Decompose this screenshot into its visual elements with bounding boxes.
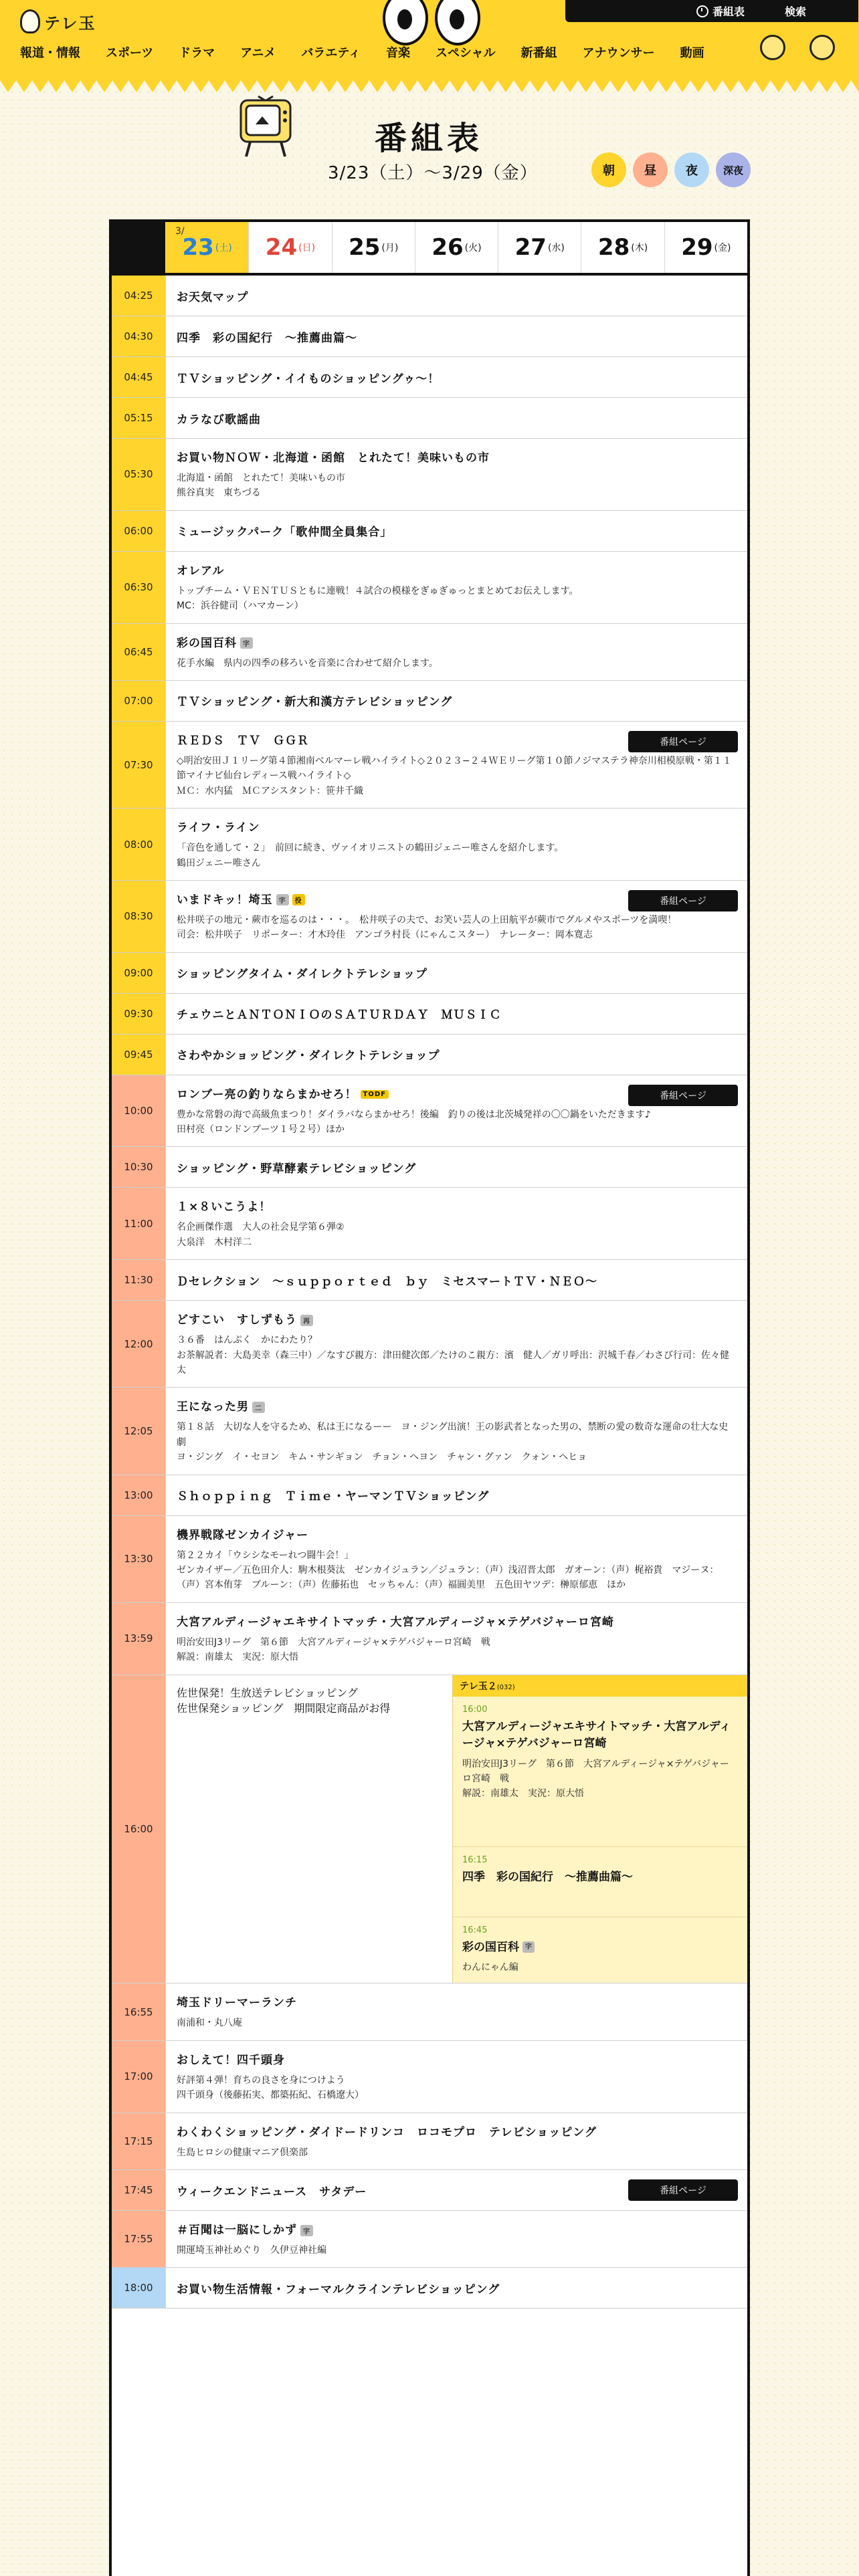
program-rows <box>112 276 747 2309</box>
program-title-text: ＴＶショッピング・新大和漢方テレビショッピング <box>177 695 453 710</box>
description-line: 四千頭身（後藤拓実、都築拓紀、石橋遼大） <box>177 2090 364 2101</box>
program-row <box>112 1035 747 1075</box>
program-row <box>112 1603 747 1675</box>
program-row <box>112 2113 747 2170</box>
program-title[interactable] <box>177 410 737 427</box>
mascot-link-icon[interactable] <box>760 35 785 60</box>
program-time: 05:15 <box>112 398 166 438</box>
description-line: わんにゃん編 <box>462 1962 518 1973</box>
program-cell[interactable] <box>166 2041 747 2113</box>
description-line: 第１８話 大切な人を守るため、私は王になるーー ヨ・ジング出演！王の影武者となった男の、禁断の愛の数奇な運命の壮大な史劇 <box>177 1422 729 1448</box>
subchannel-name: テレ玉２ <box>460 1681 497 1692</box>
program-description <box>177 2145 737 2160</box>
program-description <box>177 656 737 671</box>
nav-item-8[interactable]: アナウンサー <box>582 46 655 60</box>
description-line: 豊かな常磐の海で高級魚まつり！ダイラバならまかせろ！後編 釣りの後は北茨城発祥の〇〇鍋をいただきます♪ <box>177 1109 651 1120</box>
day-header-corner <box>112 222 165 273</box>
schedule-table <box>109 219 750 2576</box>
program-description <box>177 1220 737 1250</box>
description-line: 熊谷真実 東ちづる <box>177 488 261 499</box>
program-row <box>112 881 747 953</box>
program-time: 07:00 <box>112 681 166 721</box>
program-row <box>112 1075 747 1148</box>
program-row <box>112 2170 747 2211</box>
nav-item-1[interactable]: スポーツ <box>106 46 154 60</box>
program-title[interactable] <box>177 692 737 709</box>
description-line: 鶴田ジェニー唯さん <box>177 857 261 869</box>
program-time: 04:45 <box>112 357 166 397</box>
program-description <box>177 1548 737 1593</box>
program-time: 09:30 <box>112 994 166 1034</box>
program-cell[interactable] <box>166 2113 747 2169</box>
program-description <box>177 754 737 798</box>
program-badge: 字 <box>276 894 289 905</box>
program-cell[interactable] <box>166 276 747 316</box>
program-row <box>112 1188 747 1260</box>
program-time: 05:30 <box>112 439 166 510</box>
program-time: 08:30 <box>112 881 166 952</box>
program-time: 06:30 <box>112 552 166 623</box>
day-tab-27[interactable] <box>498 222 581 273</box>
program-row <box>112 1475 747 1516</box>
program-description <box>177 584 737 614</box>
program-title[interactable] <box>177 818 737 835</box>
period-button-2[interactable]: 夜 <box>674 152 709 187</box>
program-badge: 二 <box>252 1402 265 1413</box>
program-title-text: さわやかショッピング・ダイレクトテレショップ <box>177 1049 440 1063</box>
program-title-text: お買い物ＮＯＷ・北海道・函館 とれたて！美味いもの市 <box>177 451 490 465</box>
program-title-text: お天気マップ <box>177 290 249 304</box>
subchannel-program-time: 16:45 <box>462 1925 488 1935</box>
description-line: 南浦和・丸八庵 <box>177 2018 242 2029</box>
program-time: 11:00 <box>112 1188 166 1259</box>
program-cell[interactable] <box>166 994 747 1034</box>
subchannel-program[interactable] <box>453 1917 747 1983</box>
program-time: 06:00 <box>112 511 166 551</box>
subchannel-program-time: 16:00 <box>462 1704 488 1715</box>
program-time: 09:45 <box>112 1035 166 1075</box>
description-line: 解説：南雄太 実況：原大悟 <box>177 1652 298 1663</box>
program-title-text: 王になった男 <box>177 1400 249 1414</box>
program-row <box>112 722 747 809</box>
description-line: 田村亮（ロンドンブーツ１号２号）ほか <box>177 1124 345 1136</box>
description-line: 司会：松井咲子 リポーター：才木玲佳 アンゴラ村長（にゃんこスター） ナレーター：岡本寛志 <box>177 930 593 941</box>
program-title-text: チェウニとＡＮＴＯＮＩＯのＳＡＴＵＲＤＡＹ ＭＵＳＩＣ <box>177 1008 502 1023</box>
program-time: 13:30 <box>112 1516 166 1602</box>
day-number: 29 <box>681 234 713 261</box>
program-cell[interactable] <box>166 511 747 551</box>
program-cell[interactable] <box>166 1675 452 1983</box>
program-title[interactable] <box>177 1397 737 1414</box>
program-time: 17:15 <box>112 2113 166 2169</box>
schedule-link[interactable]: 番組表 <box>696 3 745 19</box>
logo-mascot-icon <box>20 9 40 33</box>
program-row <box>112 681 747 722</box>
program-title[interactable] <box>177 369 737 386</box>
nav-item-7[interactable]: 新番組 <box>520 46 557 60</box>
program-title-text: 埼玉ドリーマーランチ <box>177 1996 297 2010</box>
period-button-3[interactable]: 深夜 <box>716 152 751 187</box>
title-area <box>0 80 859 201</box>
site-logo[interactable] <box>20 9 96 33</box>
program-time: 18:00 <box>112 2268 166 2308</box>
program-cell[interactable] <box>166 357 747 397</box>
program-time: 11:30 <box>112 1260 166 1300</box>
program-time: 17:45 <box>112 2170 166 2210</box>
clock-icon <box>696 5 708 17</box>
program-title[interactable] <box>177 1310 737 1327</box>
program-row <box>112 1983 747 2040</box>
description-line: MC：浜谷健司（ハマカーン） <box>177 601 304 612</box>
program-cell[interactable] <box>166 398 747 438</box>
program-title-text: Ｄセレクション 〜ｓｕｐｐｏｒｔｅｄ ｂｙ ミセスマートＴＶ・ＮＥＯ〜 <box>177 1275 597 1289</box>
program-time: 12:05 <box>112 1388 166 1474</box>
program-cell[interactable] <box>166 1301 747 1387</box>
subchannel-program-description <box>462 1757 738 1802</box>
program-page-button[interactable]: 番組ページ <box>628 2179 738 2201</box>
program-title[interactable] <box>177 561 737 578</box>
subchannel-program[interactable] <box>453 1697 747 1847</box>
program-description <box>177 913 737 943</box>
subchannel-program-title-text: 四季 彩の国紀行 〜推薦曲篇〜 <box>462 1870 633 1884</box>
program-row <box>112 398 747 439</box>
program-title-text: ライフ・ライン <box>177 821 260 835</box>
program-title[interactable] <box>177 1272 737 1289</box>
program-title[interactable] <box>177 2123 737 2139</box>
day-tab-25[interactable] <box>332 222 415 273</box>
program-title[interactable] <box>177 1046 737 1063</box>
program-title-text: ショッピング・野草酵素テレビショッピング <box>177 1162 417 1176</box>
tv-icon <box>238 95 293 159</box>
program-cell[interactable] <box>166 2268 747 2308</box>
subchannel-program-title[interactable] <box>462 1719 738 1753</box>
nav-item-4[interactable]: バラエティ <box>301 46 361 60</box>
description-line: ヨ・ジング イ・セヨン キム・サンギョン チョン・ヘヨン チャン・グァン クォン・ヘヒョ <box>177 1452 587 1463</box>
program-title[interactable] <box>177 964 737 981</box>
program-row <box>112 552 747 624</box>
program-cell[interactable] <box>166 2170 747 2210</box>
program-row <box>112 316 747 357</box>
program-time: 16:55 <box>112 1983 166 2040</box>
period-buttons <box>591 152 751 187</box>
program-title[interactable] <box>177 448 737 465</box>
day-weekday: (木) <box>631 243 648 253</box>
program-row <box>112 1260 747 1301</box>
subchannel-program[interactable] <box>453 1847 747 1917</box>
program-cell[interactable] <box>166 1260 747 1300</box>
description-line: 好評第４弾！育ちの良さを身につけよう <box>177 2074 345 2086</box>
program-cell[interactable] <box>166 2211 747 2267</box>
program-row <box>112 2268 747 2309</box>
search-link[interactable]: 検索 <box>784 5 806 18</box>
program-title[interactable] <box>177 633 737 650</box>
program-title-text: どすこい すしずもう <box>177 1313 297 1327</box>
program-title[interactable] <box>177 1197 737 1214</box>
program-time: 13:59 <box>112 1603 166 1675</box>
description-line: 生島ヒロシの健康マニア倶楽部 <box>177 2147 308 2158</box>
program-row <box>112 809 747 881</box>
day-number: 28 <box>597 234 630 261</box>
program-title-text: ショッピングタイム・ダイレクトテレショップ <box>177 968 427 982</box>
main-nav <box>20 43 730 61</box>
program-cell[interactable] <box>166 1147 747 1187</box>
program-title-text: おしえて！四千頭身 <box>177 2053 285 2067</box>
program-title[interactable] <box>177 1612 737 1629</box>
day-weekday: (日) <box>298 243 316 253</box>
program-page-button[interactable]: 番組ページ <box>628 731 738 752</box>
program-title[interactable]: 佐世保発！生放送テレビショッピング <box>177 1686 359 1699</box>
description-line: ＭＣ：水内猛 ＭＣアシスタント：笹井千織 <box>177 785 364 796</box>
description-line: 開運埼玉神社めぐり 久伊豆神社編 <box>177 2245 326 2256</box>
program-title-text: ＃百聞は一脳にしかず <box>177 2224 297 2237</box>
description-line: 第２２カイ「ウシシなモーれつ闘牛会！」 <box>177 1549 354 1561</box>
program-title[interactable] <box>177 1159 737 1176</box>
program-title[interactable] <box>177 288 737 304</box>
mascot-link-icon-2[interactable] <box>809 35 835 60</box>
subchannel-panel <box>452 1675 747 1983</box>
program-description <box>177 1635 737 1665</box>
nav-item-9[interactable]: 動画 <box>680 46 704 60</box>
program-cell[interactable] <box>166 722 747 808</box>
program-description <box>177 1333 737 1378</box>
day-tab-28[interactable] <box>581 222 664 273</box>
program-cell[interactable] <box>166 1475 747 1515</box>
program-title-text: ミュージックパーク「歌仲間全員集合」 <box>177 526 393 540</box>
program-title[interactable] <box>177 2220 737 2237</box>
period-button-1[interactable]: 昼 <box>633 152 668 187</box>
site-header <box>0 0 859 80</box>
description-line: 明治安田J3リーグ 第６節 大宮アルディージャ×テゲバジャーロ宮崎 戦 <box>177 1636 490 1648</box>
program-title-text: Ｓｈｏｐｐｉｎｇ Ｔｉｍｅ・ヤーマンＴＶショッピング <box>177 1490 490 1504</box>
program-time: 08:00 <box>112 809 166 880</box>
period-button-0[interactable]: 朝 <box>591 152 626 187</box>
program-badge: TODF <box>361 1090 389 1099</box>
program-cell[interactable] <box>166 316 747 356</box>
top-bar <box>565 0 858 22</box>
program-title-text: ＲＥＤＳ ＴＶ ＧＧＲ <box>177 734 309 748</box>
program-description <box>177 1420 737 1465</box>
program-time: 12:00 <box>112 1301 166 1387</box>
program-title-text: １×８いこうよ！ <box>177 1200 272 1214</box>
subchannel-program-description <box>462 1960 738 1975</box>
program-description <box>177 2016 737 2030</box>
subchannel-program-title[interactable] <box>462 1939 738 1957</box>
program-title-text: 彩の国百科 <box>177 636 237 650</box>
program-row <box>112 1301 747 1388</box>
program-time: 07:30 <box>112 722 166 808</box>
description-line: 花手水編 県内の四季の移ろいを音楽に合わせて紹介します。 <box>177 657 438 669</box>
program-row <box>112 1388 747 1475</box>
program-cell[interactable] <box>166 1035 747 1075</box>
subchannel-header <box>453 1675 747 1697</box>
split-cell <box>166 1675 747 1983</box>
program-cell[interactable] <box>166 881 747 952</box>
program-time: 04:25 <box>112 276 166 316</box>
mascot-eyes <box>383 0 480 45</box>
description-line: 明治安田J3リーグ 第６節 大宮アルディージャ×テゲバジャーロ宮崎 戦 <box>462 1758 729 1784</box>
day-weekday: (月) <box>381 243 399 253</box>
program-title-text: 四季 彩の国紀行 〜推薦曲篇〜 <box>177 331 357 345</box>
day-number: 24 <box>265 234 298 261</box>
program-title-text: お買い物生活情報・フォーマルクラインテレビショッピング <box>177 2282 500 2296</box>
program-title-text: わくわくショッピング・ダイドードリンコ ロコモプロ テレビショッピング <box>177 2125 597 2139</box>
day-weekday: (土) <box>215 243 232 253</box>
program-cell[interactable] <box>166 624 747 680</box>
program-title[interactable] <box>177 328 737 345</box>
day-month: 3/ <box>175 226 185 237</box>
program-cell[interactable] <box>166 809 747 880</box>
program-page-button[interactable]: 番組ページ <box>628 1085 738 1106</box>
program-row <box>112 439 747 511</box>
description-line: ３６番 はんぷく かにわたり？ <box>177 1335 317 1346</box>
program-time: 17:55 <box>112 2211 166 2267</box>
day-number: 23 <box>182 234 214 261</box>
date-range: 3/23（土）〜3/29（金） <box>328 163 538 183</box>
program-time: 10:00 <box>112 1075 166 1147</box>
program-row-split <box>112 1675 747 1984</box>
day-weekday: (金) <box>714 243 731 253</box>
program-cell[interactable] <box>166 953 747 993</box>
description-line: ゼンカイザー／五色田介人：駒木根葵汰 ゼンカイジュラン／ジュラン：（声）浅沼晋太郎 ガオーン：（声）梶裕貴 マジーヌ：（声）宮本侑芽 ブルーン：（声）佐藤拓也 セッちゃん：（声）福圓美里 五色田ヤツデ：榊原郁恵 ほか <box>177 1564 719 1591</box>
day-number: 25 <box>349 234 381 261</box>
program-badge: 字 <box>300 2225 313 2236</box>
program-cell[interactable] <box>166 439 747 510</box>
description-line: 大泉洋 木村洋二 <box>177 1237 252 1248</box>
day-tab-26[interactable] <box>415 222 498 273</box>
day-tab-23[interactable] <box>165 222 248 273</box>
program-description: 佐世保発ショッピング 期間限定商品がお得 <box>177 1701 391 1715</box>
program-title[interactable] <box>177 2280 737 2296</box>
program-time: 10:30 <box>112 1147 166 1187</box>
subchannel-program-title-text: 彩の国百科 <box>462 1940 519 1954</box>
program-cell[interactable] <box>166 1388 747 1474</box>
program-page-button[interactable]: 番組ページ <box>628 890 738 911</box>
nav-item-6[interactable]: スペシャル <box>435 46 496 60</box>
program-row <box>112 276 747 316</box>
subchannel-code: (032) <box>496 1683 515 1691</box>
description-line: お茶解説者：大島美幸（森三中）／なすび親方：津田健次郎／たけのこ親方：濱 健人／ガリ呼出：沢城千春／わさび行司：佐々健太 <box>177 1350 729 1376</box>
program-title-text: 大宮アルディージャエキサイトマッチ・大宮アルディージャ×テゲバジャーロ宮崎 <box>177 1615 614 1629</box>
program-cell[interactable] <box>166 681 747 721</box>
program-title[interactable] <box>177 522 737 539</box>
nav-item-2[interactable]: ドラマ <box>179 46 215 60</box>
day-tab-29[interactable] <box>664 222 747 273</box>
program-time: 09:00 <box>112 953 166 993</box>
program-cell[interactable] <box>166 552 747 623</box>
program-row <box>112 953 747 994</box>
program-description <box>177 841 737 871</box>
subchannel-program-title[interactable] <box>462 1869 738 1887</box>
program-row <box>112 511 747 552</box>
program-title-text: オレアル <box>177 564 225 578</box>
program-time: 16:00 <box>112 1675 166 1983</box>
logo-text: テレ玉 <box>44 13 96 33</box>
program-badge: 字 <box>240 637 253 649</box>
description-line: ◇明治安田Ｊ１リーグ第４節湘南ベルマーレ戦ハイライト◇２０２３−２４ＷＥリーグ第１０節ノジマステラ神奈川相模原戦・第１１節マイナビ仙台レディース戦ハイライト◇ <box>177 755 732 782</box>
description-line: 北海道・函館 とれたて！美味いもの市 <box>177 473 345 484</box>
description-line: 「音色を通して・２」 前回に続き、ヴァイオリニストの鶴田ジェニー唯さんを紹介します。 <box>177 843 564 854</box>
program-cell[interactable] <box>166 1516 747 1602</box>
day-weekday: (水) <box>547 243 565 253</box>
program-time: 06:45 <box>112 624 166 680</box>
program-title-text: いまドキッ！埼玉 <box>177 893 273 907</box>
program-title[interactable] <box>177 1487 737 1503</box>
program-cell[interactable] <box>166 1188 747 1259</box>
subchannel-program-title-text: 大宮アルディージャエキサイトマッチ・大宮アルディージャ×テゲバジャーロ宮崎 <box>462 1719 731 1751</box>
program-title-text: ロンブー亮の釣りならまかせろ！ <box>177 1087 357 1101</box>
program-time: 04:30 <box>112 316 166 356</box>
day-number: 26 <box>432 234 464 261</box>
program-description <box>177 2243 737 2258</box>
description-line: 松井咲子の地元・蕨市を巡るのは・・・。 松井咲子の夫で、お笑い芸人の上田航平が蕨市でグルメやスポーツを満喫！ <box>177 914 677 926</box>
program-row <box>112 2041 747 2113</box>
day-tab-24[interactable] <box>248 222 331 273</box>
program-title-text: ウィークエンドニュース サタデー <box>177 2185 367 2199</box>
program-row <box>112 994 747 1035</box>
program-title-text: 機界戦隊ゼンカイジャー <box>177 1528 309 1542</box>
description-line: 名企画傑作選 大人の社会見学第６弾② <box>177 1222 345 1233</box>
program-title[interactable] <box>177 1525 737 1542</box>
day-weekday: (火) <box>464 243 482 253</box>
program-row <box>112 357 747 398</box>
program-cell[interactable] <box>166 1075 747 1147</box>
program-title-text: ＴＶショッピング・イイものショッピングゥ〜！ <box>177 372 440 386</box>
program-row <box>112 624 747 681</box>
page-title: 番組表 <box>375 120 484 157</box>
program-description <box>177 1107 737 1138</box>
program-time: 17:00 <box>112 2041 166 2113</box>
program-badge: 役 <box>292 894 305 905</box>
program-cell[interactable] <box>166 1983 747 2040</box>
subchannel-program-time: 16:15 <box>462 1854 488 1865</box>
nav-item-0[interactable]: 報道・情報 <box>20 46 80 60</box>
program-badge: 再 <box>300 1315 313 1326</box>
program-title[interactable] <box>177 2050 737 2067</box>
program-row <box>112 2211 747 2268</box>
program-title[interactable] <box>177 1005 737 1022</box>
nav-item-5[interactable]: 音楽 <box>385 46 410 60</box>
description-line: 解説：南雄太 実況：原大悟 <box>462 1788 584 1800</box>
day-number: 27 <box>514 234 547 261</box>
nav-item-3[interactable]: アニメ <box>240 46 276 60</box>
program-row <box>112 1516 747 1603</box>
program-cell[interactable] <box>166 1603 747 1675</box>
day-header <box>112 222 747 276</box>
program-title-text: カラなび歌謡曲 <box>177 413 261 427</box>
description-line: トップチーム・ＶＥＮＴＵＳともに連戦！４試合の模様をぎゅぎゅっとまとめてお伝えします。 <box>177 585 579 597</box>
program-description <box>177 2073 737 2103</box>
program-title[interactable] <box>177 1993 737 2010</box>
program-time: 13:00 <box>112 1475 166 1515</box>
program-description <box>177 471 737 501</box>
program-badge: 字 <box>522 1941 535 1953</box>
program-row <box>112 1147 747 1188</box>
